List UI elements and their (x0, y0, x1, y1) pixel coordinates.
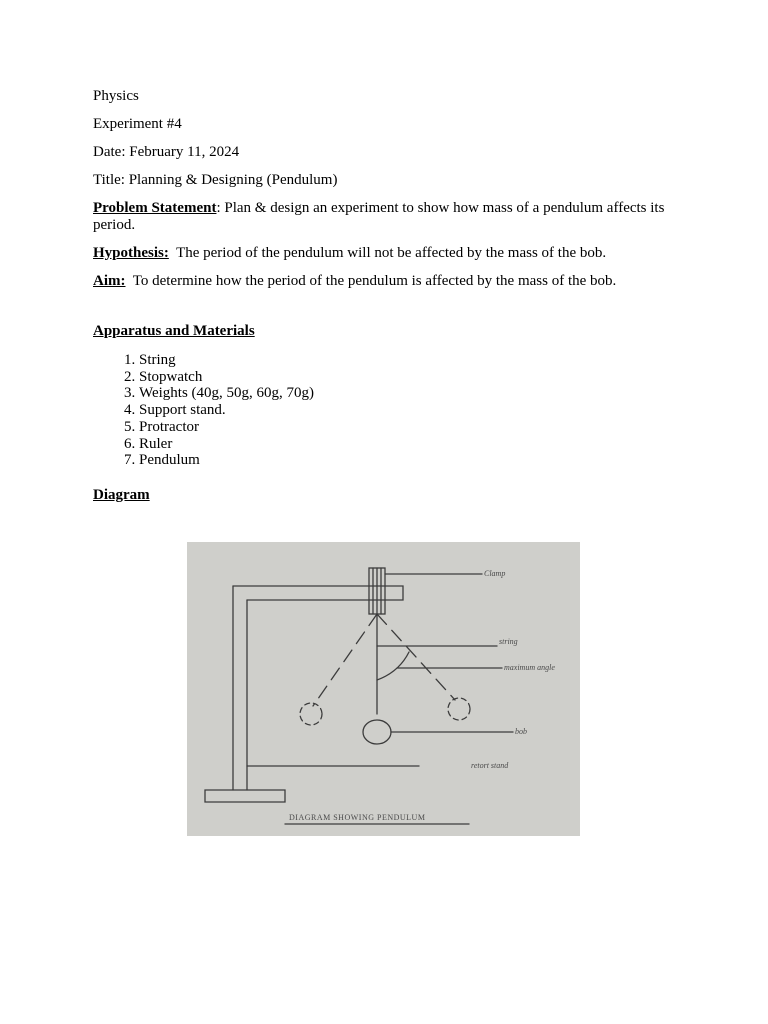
list-item: 1. String (139, 352, 683, 369)
stand-base (205, 790, 285, 802)
bob-right-dashed (448, 698, 470, 720)
problem-label: Problem Statement (93, 200, 217, 216)
label-stand: retort stand (471, 761, 509, 770)
list-item: 5. Protractor (139, 419, 683, 436)
diagram-caption: DIAGRAM SHOWING PENDULUM (289, 813, 426, 822)
list-item: 3. Weights (40g, 50g, 60g, 70g) (139, 385, 683, 402)
document-body (93, 88, 683, 504)
problem-text: : Plan & design an experiment to show how mass of a pendulum affects its period. (93, 200, 665, 233)
hypothesis-text: The period of the pendulum will not be affected by the mass of the bob. (168, 245, 607, 261)
list-item: 2. Stopwatch (139, 369, 683, 386)
pendulum-diagram-photo (187, 542, 580, 836)
bob-left-dashed (300, 703, 322, 725)
label-string: string (499, 637, 518, 646)
list-item: 6. Ruler (139, 436, 683, 453)
angle-arc (377, 652, 409, 680)
apparatus-heading: Apparatus and Materials (93, 323, 255, 339)
aim-label: Aim: (93, 273, 126, 289)
list-item: 4. Support stand. (139, 402, 683, 419)
aim (93, 273, 683, 290)
date-line: Date: February 11, 2024 (93, 144, 240, 160)
label-angle: maximum angle (504, 663, 555, 672)
stand-pole (233, 586, 247, 790)
diagram-heading: Diagram (93, 486, 150, 503)
pendulum-sketch (187, 542, 580, 836)
problem-statement (93, 200, 683, 234)
title-line: Title: Planning & Designing (Pendulum) (93, 172, 338, 188)
hypothesis (93, 245, 683, 262)
label-bob: bob (515, 727, 527, 736)
string-right-swing (377, 614, 455, 700)
hypothesis-label: Hypothesis: (93, 245, 169, 261)
aim-text: To determine how the period of the pendulum is affected by the mass of the bob. (125, 273, 617, 289)
string-left-swing (313, 614, 377, 706)
apparatus-list (93, 352, 683, 469)
clamp-lines (373, 568, 381, 614)
label-clamp: Clamp (484, 569, 506, 578)
subject-line: Physics (93, 88, 139, 104)
list-item: 7. Pendulum (139, 452, 683, 469)
pendulum-bob (363, 720, 391, 744)
experiment-line: Experiment #4 (93, 116, 182, 132)
